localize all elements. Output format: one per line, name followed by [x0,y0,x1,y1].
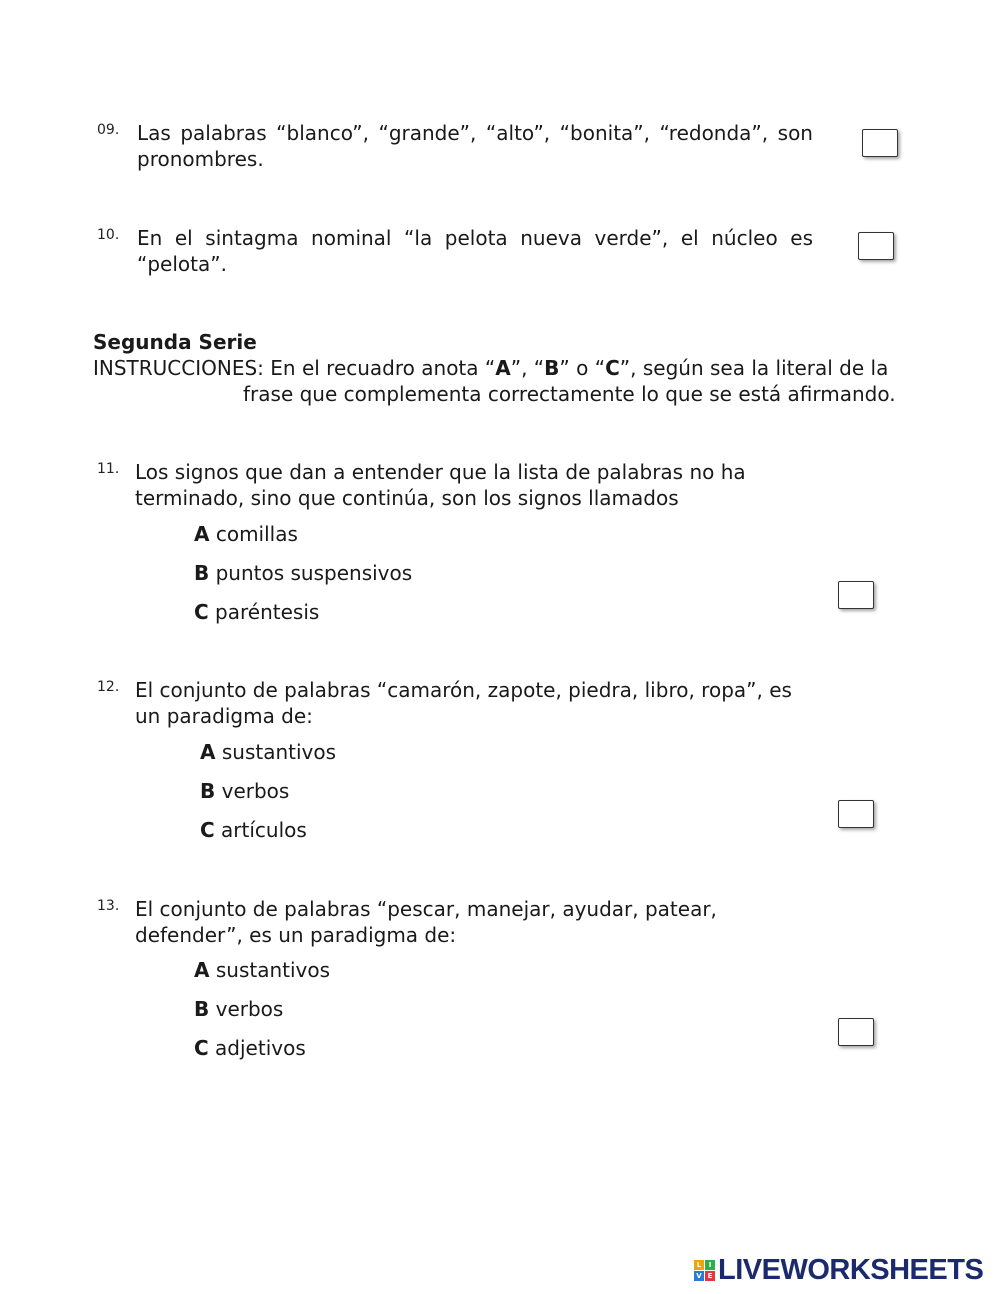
answer-box-12[interactable] [838,800,874,828]
question-number-09: 09. [97,122,120,138]
option-12-c[interactable]: C artículos [200,818,307,842]
liveworksheets-logo-icon [694,1260,715,1281]
answer-box-10[interactable] [858,232,894,260]
answer-box-11[interactable] [838,581,874,609]
option-13-b[interactable]: B verbos [194,997,284,1021]
question-number-11: 11. [97,461,120,477]
liveworksheets-logo[interactable] [694,1255,983,1285]
question-text-11: Los signos que dan a entender que la lista de palabras no ha terminado, sino que continúa, son los signos llamados [135,460,746,510]
logo-letter-l: L [694,1260,704,1270]
option-12-b[interactable]: B verbos [200,779,290,803]
option-13-c[interactable]: C adjetivos [194,1036,306,1060]
liveworksheets-brand-text: LIVEWORKSHEETS [718,1253,984,1286]
question-number-10: 10. [97,227,120,243]
logo-letter-e: E [705,1271,715,1281]
instructions-label: INSTRUCCIONES: [93,356,264,380]
answer-box-09[interactable] [862,129,898,157]
section-title: Segunda Serie [93,330,257,354]
option-11-c[interactable]: C paréntesis [194,600,320,624]
question-text-10: En el sintagma nominal “la pelota nueva verde”, el núcleo es “pelota”. [137,226,813,276]
instructions-continued: frase que complementa correctamente lo que se está afirmando. [243,382,896,406]
option-11-a[interactable]: A comillas [194,522,298,546]
question-text-12: El conjunto de palabras “camarón, zapote, piedra, libro, ropa”, es un paradigma de: [135,678,792,728]
logo-letter-v: V [694,1271,704,1281]
question-number-12: 12. [97,679,120,695]
question-number-13: 13. [97,898,120,914]
option-13-a[interactable]: A sustantivos [194,958,331,982]
option-12-a[interactable]: A sustantivos [200,740,337,764]
answer-box-13[interactable] [838,1018,874,1046]
instructions: INSTRUCCIONES: En el recuadro anota “A”, “B” o “C”, según sea la literal de la [93,356,889,380]
option-11-b[interactable]: B puntos suspensivos [194,561,413,585]
logo-letter-i: I [705,1260,715,1270]
question-text-09: Las palabras “blanco”, “grande”, “alto”, “bonita”, “redonda”, son pronombres. [137,121,813,171]
question-text-13: El conjunto de palabras “pescar, manejar, ayudar, patear, defender”, es un paradigma de: [135,897,717,947]
